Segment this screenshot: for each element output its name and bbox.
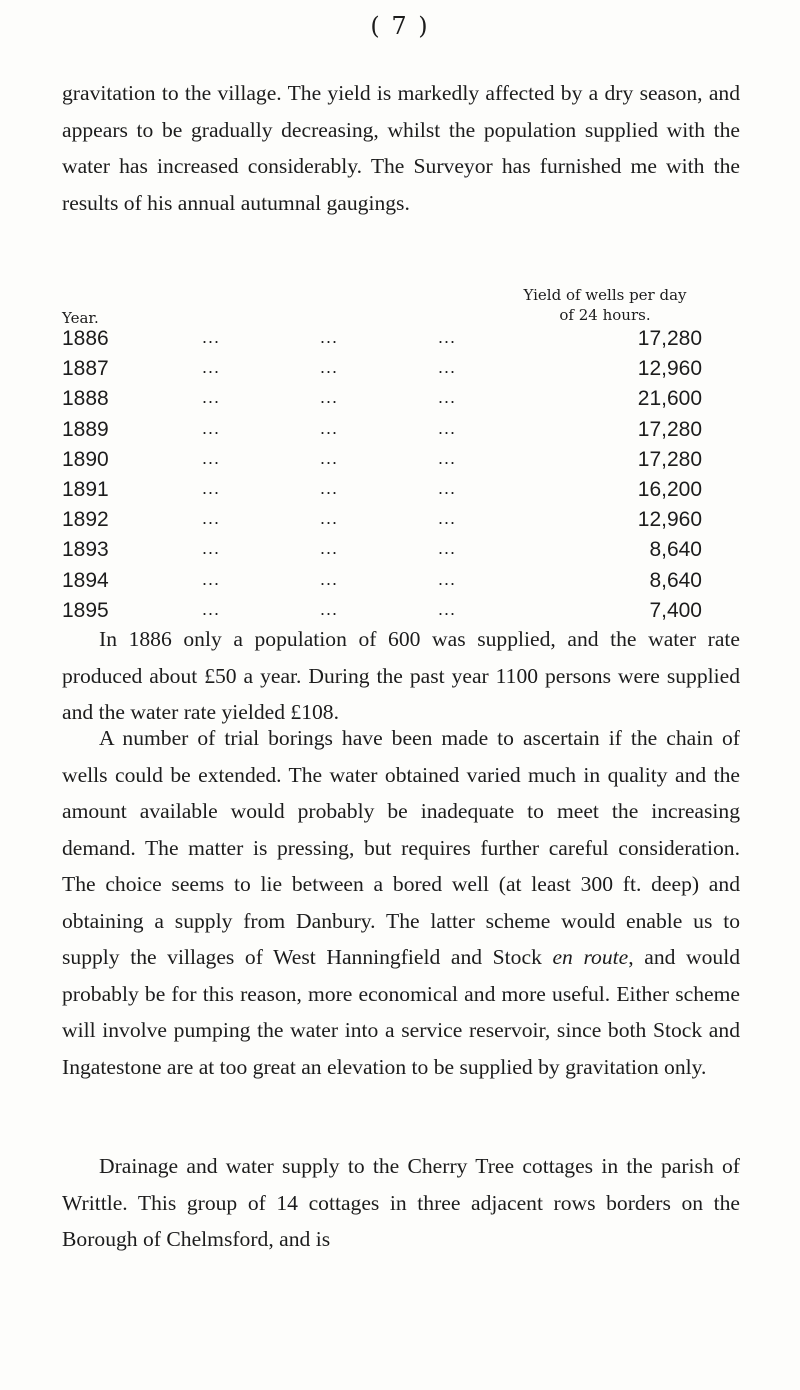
paragraph-population: In 1886 only a population of 600 was supplied, and the water rate produced about £50 a year. During the past year 1100 persons were supplied and the water rate yielded £108. bbox=[62, 627, 740, 724]
table-row bbox=[62, 448, 702, 478]
page-number: ( 7 ) bbox=[370, 12, 430, 40]
year-cell: 1889 bbox=[62, 417, 109, 441]
yield-cell: 16,200 bbox=[637, 477, 702, 501]
year-cell: 1894 bbox=[62, 568, 109, 592]
dot-leader: ... bbox=[320, 598, 339, 619]
table-row bbox=[62, 327, 702, 357]
paragraph-trial-borings bbox=[62, 720, 740, 1085]
borings-text-start: A number of trial borings have been made to ascertain if the chain of wells could be extended. The water obtained varied much in quality and the amount available would probably be inadequate to meet the increasing demand. The matter is pressing, but requires further careful consideration. The choice seems to lie between a bored well (at least 300 ft. deep) and obtaining a supply from Danbury. The latter scheme would enable us to supply the villages of West Hanningfield and Stock bbox=[62, 726, 740, 969]
dot-leader: ... bbox=[320, 327, 339, 347]
dot-leader: ... bbox=[320, 477, 339, 498]
dot-leader: ... bbox=[202, 357, 221, 378]
yield-header-line-1: Yield of wells per day bbox=[523, 286, 687, 304]
yield-cell: 17,280 bbox=[637, 447, 702, 471]
dot-leader: ... bbox=[202, 447, 221, 468]
dot-leader: ... bbox=[438, 508, 457, 529]
dot-leader: ... bbox=[202, 598, 221, 619]
yield-cell: 12,960 bbox=[637, 508, 702, 532]
dot-leader: ... bbox=[438, 327, 457, 347]
dot-leader: ... bbox=[438, 387, 457, 408]
yield-cell: 17,280 bbox=[637, 327, 702, 350]
yield-header-line-2: of 24 hours. bbox=[559, 306, 651, 324]
dot-leader: ... bbox=[320, 417, 339, 438]
dot-leader: ... bbox=[202, 568, 221, 589]
year-cell: 1895 bbox=[62, 598, 109, 622]
year-column-header: Year. bbox=[62, 309, 99, 327]
year-cell: 1892 bbox=[62, 508, 109, 532]
dot-leader: ... bbox=[320, 387, 339, 408]
dot-leader: ... bbox=[438, 447, 457, 468]
dot-leader: ... bbox=[438, 538, 457, 559]
dot-leader: ... bbox=[202, 477, 221, 498]
table-row bbox=[62, 357, 702, 387]
yield-cell: 8,640 bbox=[649, 568, 702, 592]
dot-leader: ... bbox=[438, 598, 457, 619]
yield-table bbox=[62, 327, 702, 629]
yield-cell: 21,600 bbox=[637, 387, 702, 411]
dot-leader: ... bbox=[438, 477, 457, 498]
table-row bbox=[62, 387, 702, 417]
table-row bbox=[62, 538, 702, 568]
year-cell: 1891 bbox=[62, 477, 109, 501]
paragraph-cherry-tree: Drainage and water supply to the Cherry Tree cottages in the parish of Writtle. This group of 14 cottages in three adjacent rows borders on the Borough of Chelmsford, and is bbox=[62, 1154, 740, 1251]
dot-leader: ... bbox=[320, 508, 339, 529]
dot-leader: ... bbox=[202, 508, 221, 529]
dot-leader: ... bbox=[320, 538, 339, 559]
dot-leader: ... bbox=[202, 327, 221, 347]
dot-leader: ... bbox=[320, 568, 339, 589]
year-cell: 1887 bbox=[62, 357, 109, 381]
dot-leader: ... bbox=[438, 357, 457, 378]
year-cell: 1890 bbox=[62, 447, 109, 471]
dot-leader: ... bbox=[438, 568, 457, 589]
dot-leader: ... bbox=[202, 417, 221, 438]
paragraph-gravitation: gravitation to the village. The yield is markedly affected by a dry season, and appears to be gradually decreasing, whilst the population supplied with the water has increased considerably. The Surveyor has furnished me with the results of his annual autumnal gaugings. bbox=[62, 81, 740, 215]
table-row bbox=[62, 569, 702, 599]
dot-leader: ... bbox=[320, 447, 339, 468]
yield-column-header bbox=[470, 285, 740, 325]
dot-leader: ... bbox=[202, 538, 221, 559]
year-cell: 1888 bbox=[62, 387, 109, 411]
yield-cell: 12,960 bbox=[637, 357, 702, 381]
table-row bbox=[62, 418, 702, 448]
table-row bbox=[62, 508, 702, 538]
yield-cell: 8,640 bbox=[649, 538, 702, 562]
dot-leader: ... bbox=[202, 387, 221, 408]
yield-cell: 17,280 bbox=[637, 417, 702, 441]
borings-text-end: , and would probably be for this reason, more economical and more useful. Either scheme will involve pumping the water into a service reservoir, since both Stock and Ingatestone are at too great an elevation to be supplied by gravitation only. bbox=[62, 945, 740, 1079]
yield-cell: 7,400 bbox=[649, 598, 702, 622]
year-cell: 1893 bbox=[62, 538, 109, 562]
dot-leader: ... bbox=[320, 357, 339, 378]
italic-en-route: en route bbox=[552, 945, 629, 969]
table-row bbox=[62, 478, 702, 508]
dot-leader: ... bbox=[438, 417, 457, 438]
year-cell: 1886 bbox=[62, 327, 109, 350]
